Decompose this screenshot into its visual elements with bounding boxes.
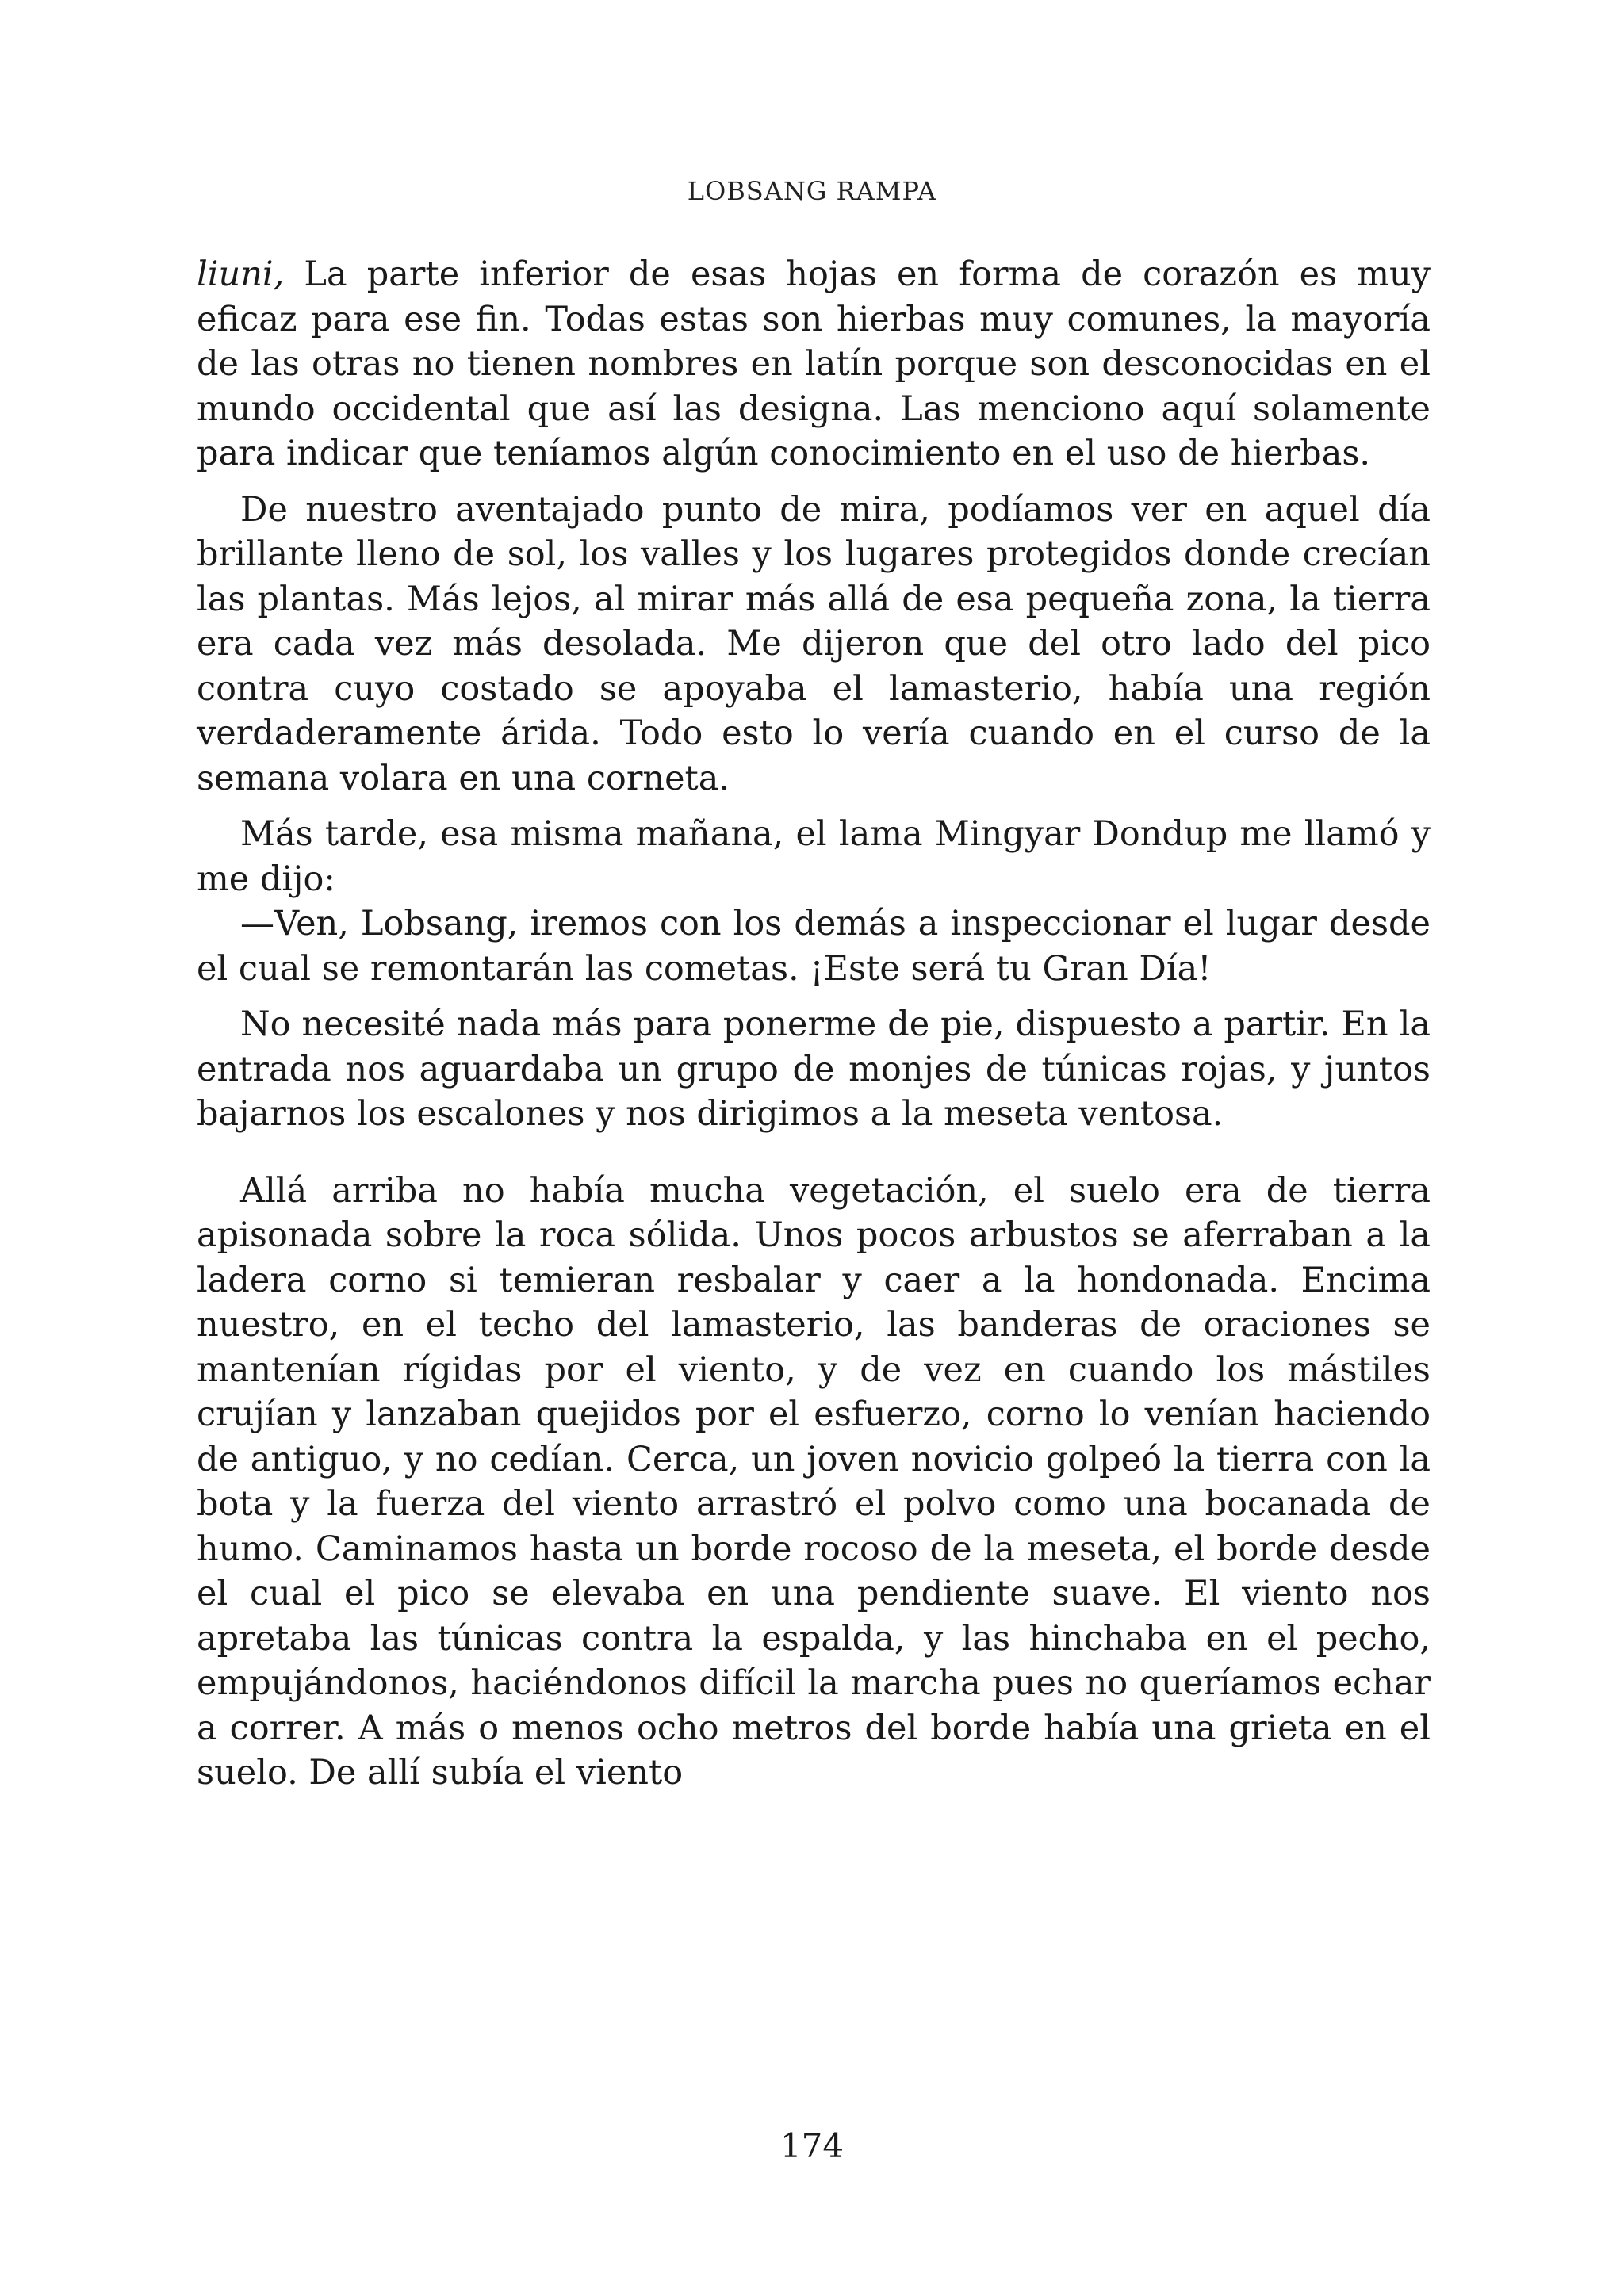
paragraph-1-text: La parte inferior de esas hojas en forma de corazón es muy eficaz para ese fin. Todas estas son hierbas muy comunes, la mayoría de las otras no tienen nombres en latín porque son desconocidas en el mundo occidental que así las designa. Las menciono aquí solamente para indicar que teníamos algún conocimiento en el uso de hierbas. <box>197 254 1431 473</box>
page-body-text <box>197 252 1431 1807</box>
paragraph-5: No necesité nada más para ponerme de pie, dispuesto a partir. En la entrada nos aguardaba un grupo de monjes de túnicas rojas, y juntos bajarnos los escalones y nos dirigimos a la meseta ventosa. <box>197 1004 1431 1134</box>
paragraph-3: Más tarde, esa misma mañana, el lama Mingyar Dondup me llamó y me dijo: <box>197 814 1431 899</box>
paragraph-4-dialogue: —Ven, Lobsang, iremos con los demás a inspeccionar el lugar desde el cual se remontarán las cometas. ¡Este será tu Gran Día! <box>197 904 1431 989</box>
paragraph-2: De nuestro aventajado punto de mira, podíamos ver en aquel día brillante lleno de sol, los valles y los lugares protegidos donde crecían las plantas. Más lejos, al mirar más allá de esa pequeña zona, la tierra era cada vez más desolada. Me dijeron que del otro lado del pico contra cuyo costado se apoyaba el lamasterio, había una región verdaderamente árida. Todo esto lo vería cuando en el curso de la semana volara en una corneta. <box>197 489 1431 798</box>
page-number: 174 <box>779 2126 845 2165</box>
running-header: LOBSANG RAMPA <box>687 176 937 206</box>
paragraph-6: Allá arriba no había mucha vegetación, el suelo era de tierra apisonada sobre la roca sólida. Unos pocos arbustos se aferraban a la ladera corno si temieran resbalar y caer a la hondonada. Encima nuestro, en el techo del lamasterio, las banderas de oraciones se mantenían rígidas por el viento, y de vez en cuando los mástiles crujían y lanzaban quejidos por el esfuerzo, corno lo venían haciendo de antiguo, y no cedían. Cerca, un joven novicio golpeó la tierra con la bota y la fuerza del viento arrastró el polvo como una bocanada de humo. Caminamos hasta un borde rocoso de la meseta, el borde desde el cual el pico se elevaba en una pendiente suave. El viento nos apretaba las túnicas contra la espalda, y las hinchaba en el pecho, empujándonos, haciéndonos difícil la marcha pues no queríamos echar a correr. A más o menos ocho metros del borde había una grieta en el suelo. De allí subía el viento <box>197 1170 1431 1793</box>
paragraph-1 <box>197 252 1431 476</box>
paragraph-1-italic-term: liuni, <box>197 254 285 294</box>
